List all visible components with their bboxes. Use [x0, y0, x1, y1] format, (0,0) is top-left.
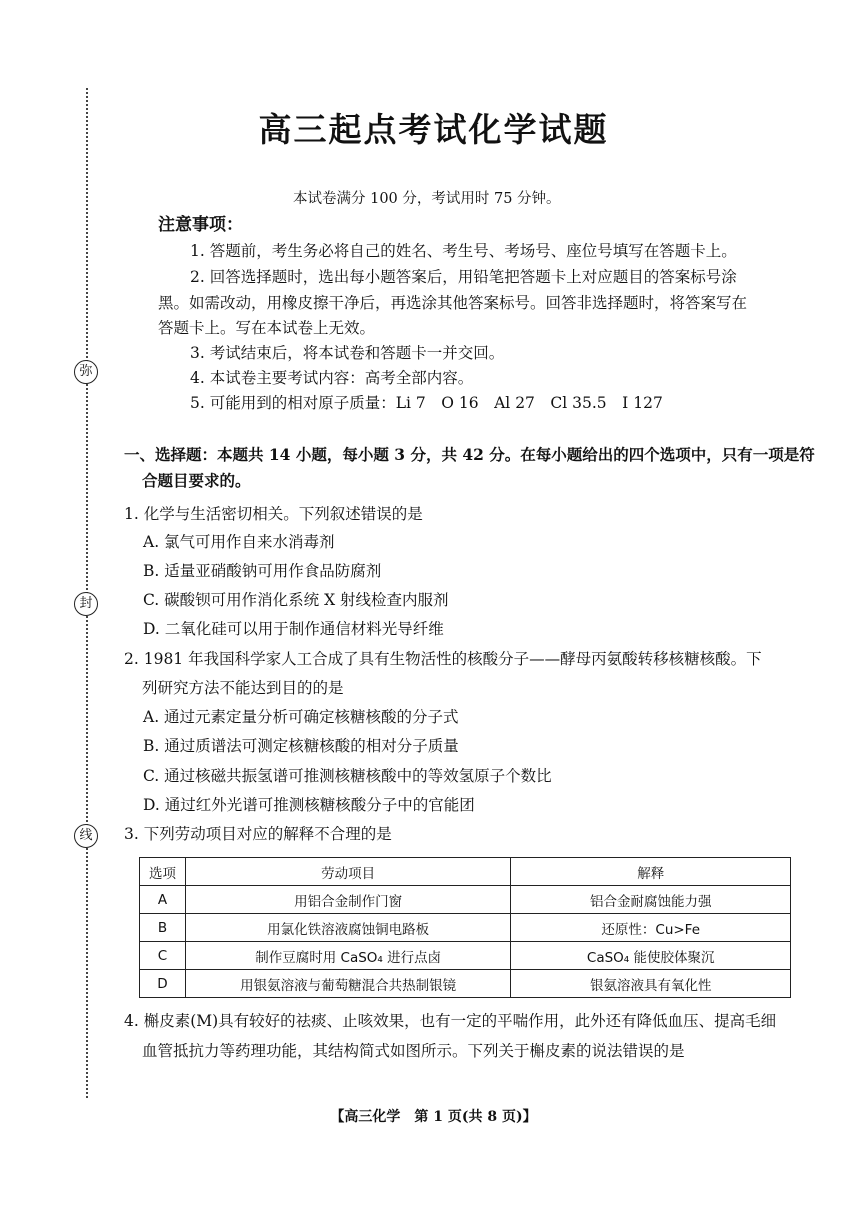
- table-cell: 制作豆腐时用 CaSO₄ 进行点卤: [185, 942, 510, 970]
- q4-stem-1: 4. 槲皮素(M)具有较好的祛痰、止咳效果，也有一定的平喘作用，此外还有降低血压、提高毛细: [124, 1012, 777, 1030]
- notice-line-3: 3. 考试结束后，将本试卷和答题卡一并交回。: [190, 344, 505, 362]
- table-header-cell: 选项: [140, 858, 186, 886]
- q2-option-a: A. 通过元素定量分析可确定核糖核酸的分子式: [143, 708, 459, 726]
- q2-option-d: D. 通过红外光谱可推测核糖核酸分子中的官能团: [143, 796, 475, 814]
- q4-stem-2: 血管抵抗力等药理功能，其结构简式如图所示。下列关于槲皮素的说法错误的是: [142, 1042, 685, 1060]
- notice-line-2b: 黑。如需改动，用橡皮擦干净后，再选涂其他答案标号。回答非选择题时，将答案写在: [158, 294, 748, 312]
- table-cell: 银氨溶液具有氧化性: [511, 970, 791, 998]
- q1-stem: 1. 化学与生活密切相关。下列叙述错误的是: [124, 505, 423, 523]
- table-cell: 用氯化铁溶液腐蚀铜电路板: [185, 914, 510, 942]
- notice-line-2c: 答题卡上。写在本试卷上无效。: [158, 319, 376, 337]
- table-row: [140, 942, 791, 970]
- q1-option-c: C. 碳酸钡可用作消化系统 X 射线检查内服剂: [143, 591, 449, 609]
- page-footer: 【高三化学 第 1 页(共 8 页)】: [330, 1109, 537, 1125]
- notice-line-1: 1. 答题前，考生务必将自己的姓名、考生号、考场号、座位号填写在答题卡上。: [190, 242, 737, 260]
- table-cell: 铝合金耐腐蚀能力强: [511, 886, 791, 914]
- section1-heading: 一、选择题：本题共 14 小题，每小题 3 分，共 42 分。在每小题给出的四个选项中，只有一项是符: [124, 445, 815, 464]
- table-header-row: [140, 858, 791, 886]
- seal-mark-feng: 封: [74, 592, 98, 616]
- q3-stem: 3. 下列劳动项目对应的解释不合理的是: [124, 825, 392, 843]
- table-cell: CaSO₄ 能使胶体聚沉: [511, 942, 791, 970]
- table-cell: 用银氨溶液与葡萄糖混合共热制银镜: [185, 970, 510, 998]
- table-cell: 还原性：Cu>Fe: [511, 914, 791, 942]
- notice-line-2a: 2. 回答选择题时，选出每小题答案后，用铅笔把答题卡上对应题目的答案标号涂: [190, 268, 737, 286]
- section1-heading-cont: 合题目要求的。: [142, 471, 251, 490]
- notice-line-5: 5. 可能用到的相对原子质量：Li 7 O 16 Al 27 Cl 35.5 I 127: [190, 394, 663, 412]
- q1-option-d: D. 二氧化硅可以用于制作通信材料光导纤维: [143, 620, 444, 638]
- table-header-cell: 劳动项目: [185, 858, 510, 886]
- page-title: 高三起点考试化学试题: [258, 110, 609, 149]
- table-row: [140, 970, 791, 998]
- table-cell: B: [140, 914, 186, 942]
- table-cell: 用铝合金制作门窗: [185, 886, 510, 914]
- seal-mark-mi: 弥: [74, 360, 98, 384]
- table-header-cell: 解释: [511, 858, 791, 886]
- q3-table: [139, 857, 791, 998]
- notice-heading: 注意事项：: [158, 215, 243, 235]
- q1-option-a: A. 氯气可用作自来水消毒剂: [143, 533, 335, 551]
- q2-option-c: C. 通过核磁共振氢谱可推测核糖核酸中的等效氢原子个数比: [143, 767, 552, 785]
- q2-stem-1: 2. 1981 年我国科学家人工合成了具有生物活性的核酸分子——酵母丙氨酸转移核糖核酸。下: [124, 650, 762, 668]
- table-cell: A: [140, 886, 186, 914]
- q2-stem-2: 列研究方法不能达到目的的是: [142, 679, 344, 697]
- exam-info: 本试卷满分 100 分，考试用时 75 分钟。: [293, 191, 561, 207]
- table-row: [140, 914, 791, 942]
- notice-line-4: 4. 本试卷主要考试内容：高考全部内容。: [190, 369, 474, 387]
- q1-option-b: B. 适量亚硝酸钠可用作食品防腐剂: [143, 562, 382, 580]
- q2-option-b: B. 通过质谱法可测定核糖核酸的相对分子质量: [143, 737, 459, 755]
- table-row: [140, 886, 791, 914]
- table-cell: C: [140, 942, 186, 970]
- table-cell: D: [140, 970, 186, 998]
- seal-mark-xian: 线: [74, 824, 98, 848]
